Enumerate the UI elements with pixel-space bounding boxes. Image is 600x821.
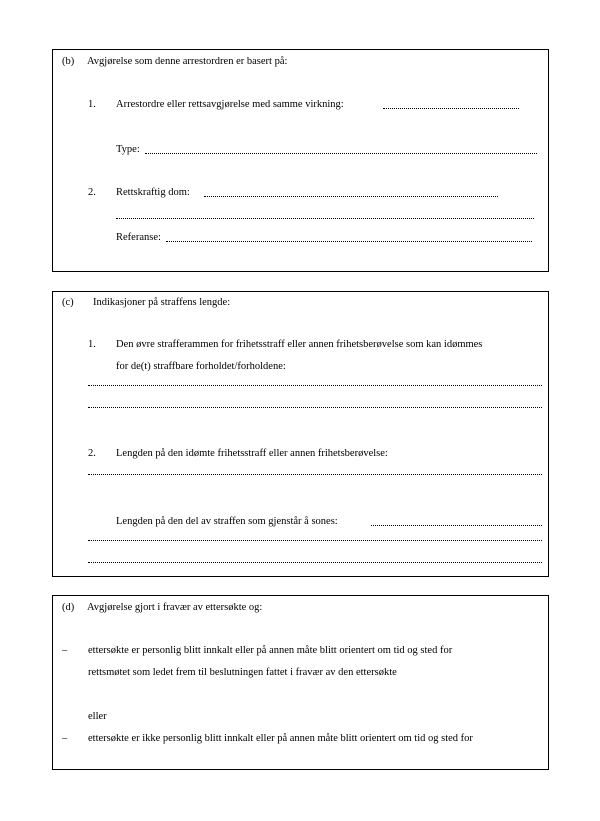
remaining-penalty-text: Lengden på den del av straffen som gjenstår å sones: — [116, 516, 338, 527]
section-c-item1-line2: for de(t) straffbare forholdet/forholdene: — [116, 361, 286, 372]
section-c-heading: Indikasjoner på straffens lengde: — [93, 297, 231, 308]
reference-fill-line[interactable] — [166, 239, 532, 242]
section-b-label: (b) — [62, 56, 75, 67]
section-d-label: (d) — [62, 602, 75, 613]
type-label: Type: — [116, 144, 140, 155]
section-c-label: (c) — [62, 297, 74, 308]
section-c-box — [52, 291, 549, 577]
section-d-box — [52, 595, 549, 770]
section-c-item2-text: Lengden på den idømte frihetsstraff eller annen frihetsberøvelse: — [116, 448, 388, 459]
warrant-fill-line[interactable] — [383, 106, 519, 109]
remaining-penalty-fill-line[interactable] — [371, 523, 542, 526]
section-d-heading: Avgjørelse gjort i fravær av ettersøkte og: — [87, 602, 263, 613]
type-fill-line[interactable] — [145, 151, 537, 154]
section-b-item2-number: 2. — [88, 187, 96, 198]
remaining-penalty-fill-line-2[interactable] — [88, 538, 542, 541]
section-b-item1-text: Arrestordre eller rettsavgjørelse med samme virkning: — [116, 99, 344, 110]
max-penalty-fill-line-2[interactable] — [88, 405, 542, 408]
section-c-item2-number: 2. — [88, 448, 96, 459]
section-d-option2-line1: ettersøkte er ikke personlig blitt innkalt eller på annen måte blitt orientert om tid og sted for — [88, 733, 473, 744]
dash-bullet-2: – — [62, 733, 68, 744]
max-penalty-fill-line-1[interactable] — [88, 383, 542, 386]
section-b-item1-number: 1. — [88, 99, 96, 110]
reference-label: Referanse: — [116, 232, 161, 243]
section-b-heading: Avgjørelse som denne arrestordren er basert på: — [87, 56, 288, 67]
section-c-item1-number: 1. — [88, 339, 96, 350]
section-b-item2-text: Rettskraftig dom: — [116, 187, 190, 198]
judgment-fill-line[interactable] — [204, 194, 498, 197]
imposed-penalty-fill-line[interactable] — [88, 472, 542, 475]
section-d-option1-line1: ettersøkte er personlig blitt innkalt eller på annen måte blitt orientert om tid og sted for — [88, 645, 453, 656]
section-d-option1-line2: rettsmøtet som ledet frem til beslutningen fattet i fravær av den ettersøkte — [88, 667, 397, 678]
section-c-item1-line1: Den øvre strafferammen for frihetsstraff eller annen frihetsberøvelse som kan idømmes — [116, 339, 483, 350]
dash-bullet-1: – — [62, 645, 68, 656]
section-b-box — [52, 49, 549, 272]
remaining-penalty-fill-line-3[interactable] — [88, 560, 542, 563]
judgment-fill-line-2[interactable] — [116, 216, 534, 219]
or-text: eller — [88, 711, 107, 722]
